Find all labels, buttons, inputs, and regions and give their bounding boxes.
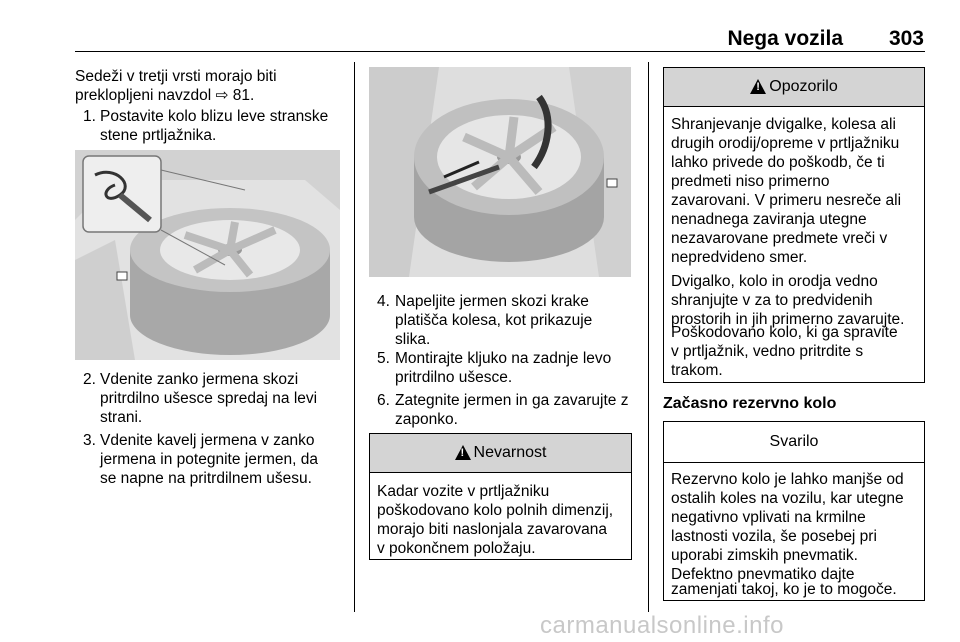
warning-triangle-icon [750,79,766,94]
warning-text: drugih orodij/opreme v prtljažniku [671,135,900,152]
danger-box-header [370,434,631,473]
header-rule [75,51,925,52]
caution-box-header [664,422,924,463]
page-header [0,0,960,50]
caution-text: uporabi zimskih pnevmatik. [671,547,858,564]
danger-box [369,433,632,560]
step-text: platišča kolesa, kot prikazuje [395,312,593,329]
step-text: Vdenite kavelj jermena v zanko [100,432,315,449]
step-text: pritrdilno ušesce. [395,369,513,386]
step-text: pritrdilno ušesce spredaj na levi [100,390,318,407]
warning-text: Shranjevanje dvigalke, kolesa ali [671,116,896,133]
caution-box [663,421,925,601]
step-number: 6. [377,392,390,409]
page-number: 303 [888,27,924,50]
intro-line-2: preklopljeni navzdol ⇨ 81. [75,87,255,104]
step-text: strani. [100,409,143,426]
caution-text: Defektno pnevmatiko dajte [671,566,855,583]
step-text: Postavite kolo blizu leve stranske [100,108,329,125]
section-subheading: Začasno rezervno kolo [663,395,837,412]
danger-title: Nevarnost [473,444,547,461]
step-text: slika. [395,331,431,348]
danger-text: poškodovano kolo polnih dimenzij, [377,502,614,519]
warning-text: shranjujte v za to predvidenih [671,292,873,309]
warning-triangle-icon [455,445,471,460]
step-text: Vdenite zanko jermena skozi [100,371,299,388]
footer-watermark: carmanualsonline.info [540,612,784,639]
warning-text: v prtljažnik, vedno pritrdite s [671,343,864,360]
step-text: zaponko. [395,411,458,428]
warning-text: nenadnega zaviranja utegne [671,211,867,228]
step-text: stene prtljažnika. [100,127,217,144]
danger-text: v pokončnem položaju. [377,540,536,557]
step-text: Zategnite jermen in ga zavarujte z [395,392,629,409]
caution-text: zamenjati takoj, ko je to mogoče. [671,581,897,598]
step-number: 3. [83,432,96,449]
caution-text: ostalih koles na vozilu, kar utegne [671,490,904,507]
column-divider-2 [648,62,649,612]
strap-wheel-illustration [369,67,631,277]
warning-title: Opozorilo [769,78,838,95]
warning-box [663,67,925,383]
step-text: Montirajte kljuko na zadnje levo [395,350,612,367]
danger-text: morajo biti naslonjala zavarovana [377,521,608,538]
step-text: se napne na pritrdilnem ušesu. [100,470,312,487]
warning-text: prostorih in jih primerno zavarujte. [671,311,905,328]
step-number: 1. [83,108,96,125]
step-number: 2. [83,371,96,388]
trunk-wheel-drawing [75,150,340,360]
step-number: 4. [377,293,390,310]
caution-title: Svarilo [769,433,819,450]
intro-line-1: Sedeži v tretji vrsti morajo biti [75,68,277,85]
warning-text: zavarovani. V primeru nesreče ali [671,192,902,209]
warning-text: Dvigalko, kolo in orodja vedno [671,273,878,290]
step-text: Napeljite jermen skozi krake [395,293,589,310]
caution-text: Rezervno kolo je lahko manjše od [671,471,904,488]
warning-text: trakom. [671,362,723,379]
warning-text: Poškodovano kolo, ki ga spravite [671,324,898,341]
caution-text: negativno vplivati na krmilne [671,509,866,526]
step-text: jermena in potegnite jermen, da [100,451,318,468]
section-title: Nega vozila [727,27,843,50]
strap-wheel-drawing [369,67,631,277]
warning-box-header [664,68,924,107]
warning-text: lahko privede do poškodb, če ti [671,154,885,171]
warning-text: predmeti niso primerno [671,173,830,190]
warning-text: nepredvideno smer. [671,249,808,266]
trunk-wheel-illustration [75,150,340,360]
column-divider-1 [354,62,355,612]
step-number: 5. [377,350,390,367]
caution-text: lastnosti vozila, še posebej pri [671,528,877,545]
danger-text: Kadar vozite v prtljažniku [377,483,550,500]
warning-text: nezavarovane predmete vreči v [671,230,888,247]
